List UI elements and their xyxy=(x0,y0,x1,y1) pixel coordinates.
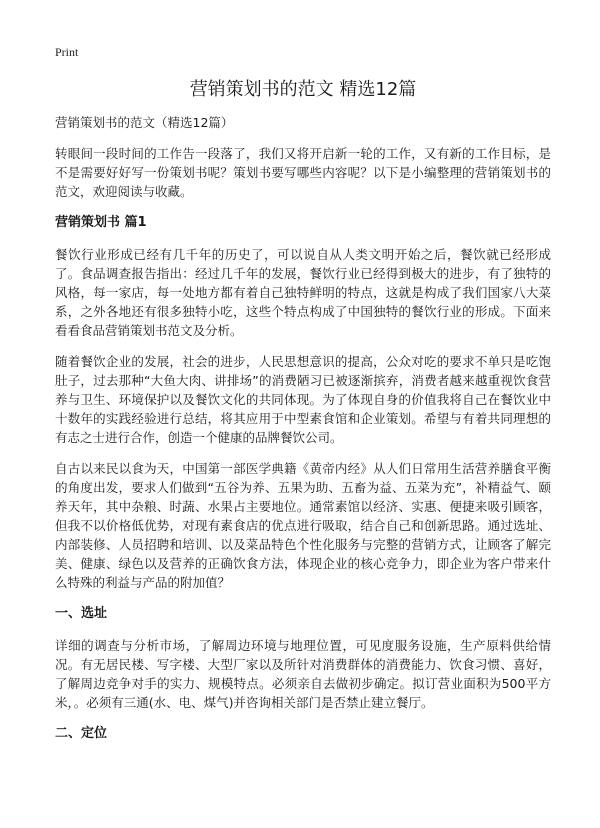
section-heading-positioning: 二、定位 xyxy=(55,726,108,741)
body-paragraph-1: 餐饮行业形成已经有几千年的历史了，可以说自从人类文明开始之后，餐饮就已经形成了。食品调查报告指出：经过几千年的发展，餐饮行业已经得到极大的进步，有了独特的风格，每一家店，每一处地方都有着自己独特鲜明的特点，这就是构成了我们国家八大菜系，之外各地还有很多独特小吃，这些个特点构成了中国独特的餐饮行业的形成。下面来看看食品营销策划书范文及分析。 xyxy=(55,247,551,338)
article-heading: 营销策划书 篇1 xyxy=(55,215,147,230)
page-title: 营销策划书的范文 精选12篇 xyxy=(189,79,417,100)
document-subtitle: 营销策划书的范文（精选12篇） xyxy=(55,115,234,130)
body-paragraph-2: 随着餐饮企业的发展，社会的进步，人民思想意识的提高，公众对吃的要求不单只是吃饱肚子，过去那种“大鱼大肉、讲排场”的消费陋习已被逐渐摈弃，消费者越来越重视饮食营养与卫生、环境保护以及餐饮文化的共同体现。为了体现自身的价值我将自己在餐饮业中十数年的实践经验进行总结，将其应用于中型素食馆和企业策划。希望与有着共同理想的有志之士进行合作，创造一个健康的品牌餐饮公司。 xyxy=(55,354,551,445)
section-location-text: 详细的调查与分析市场，了解周边环境与地理位置，可见度服务设施，生产原料供给情况。有无居民楼、写字楼、大型厂家以及所针对消费群体的消费能力、饮食习惯、喜好，了解周边竞争对手的实力、规模特点。必须亲自去做初步确定。拟订营业面积为500平方米，。必须有三通(水、电、煤气)并咨询相关部门是否禁止建立餐厅。 xyxy=(55,638,551,710)
print-label[interactable]: Print xyxy=(55,45,79,59)
body-paragraph-3: 自古以来民以食为天，中国第一部医学典籍《黄帝内经》从人们日常用生活营养膳食平衡的角度出发，要求人们做到“五谷为养、五果为助、五畜为益、五菜为充”，补精益气、颐养天年，其中杂粮、时蔬、水果占主要地位。通常素馆以经济、实惠、便捷来吸引顾客，但我不以价格低优势，对现有素食店的优点进行吸取，结合自己和创新思路。通过选址、内部装修、人员招聘和培训、以及菜品特色个性化服务与完整的营销方式，让顾客了解完美、健康、绿色以及营养的正确饮食方法，体现企业的核心竞争力，即企业为客户带来什么特殊的利益与产品的附加值？ xyxy=(55,461,551,590)
intro-paragraph: 转眼间一段时间的工作告一段落了，我们又将开启新一轮的工作，又有新的工作目标，是不是需要好好写一份策划书呢？策划书要写哪些内容呢？以下是小编整理的营销策划书的范文，欢迎阅读与收藏。 xyxy=(55,146,551,199)
section-heading-location: 一、选址 xyxy=(55,606,108,621)
